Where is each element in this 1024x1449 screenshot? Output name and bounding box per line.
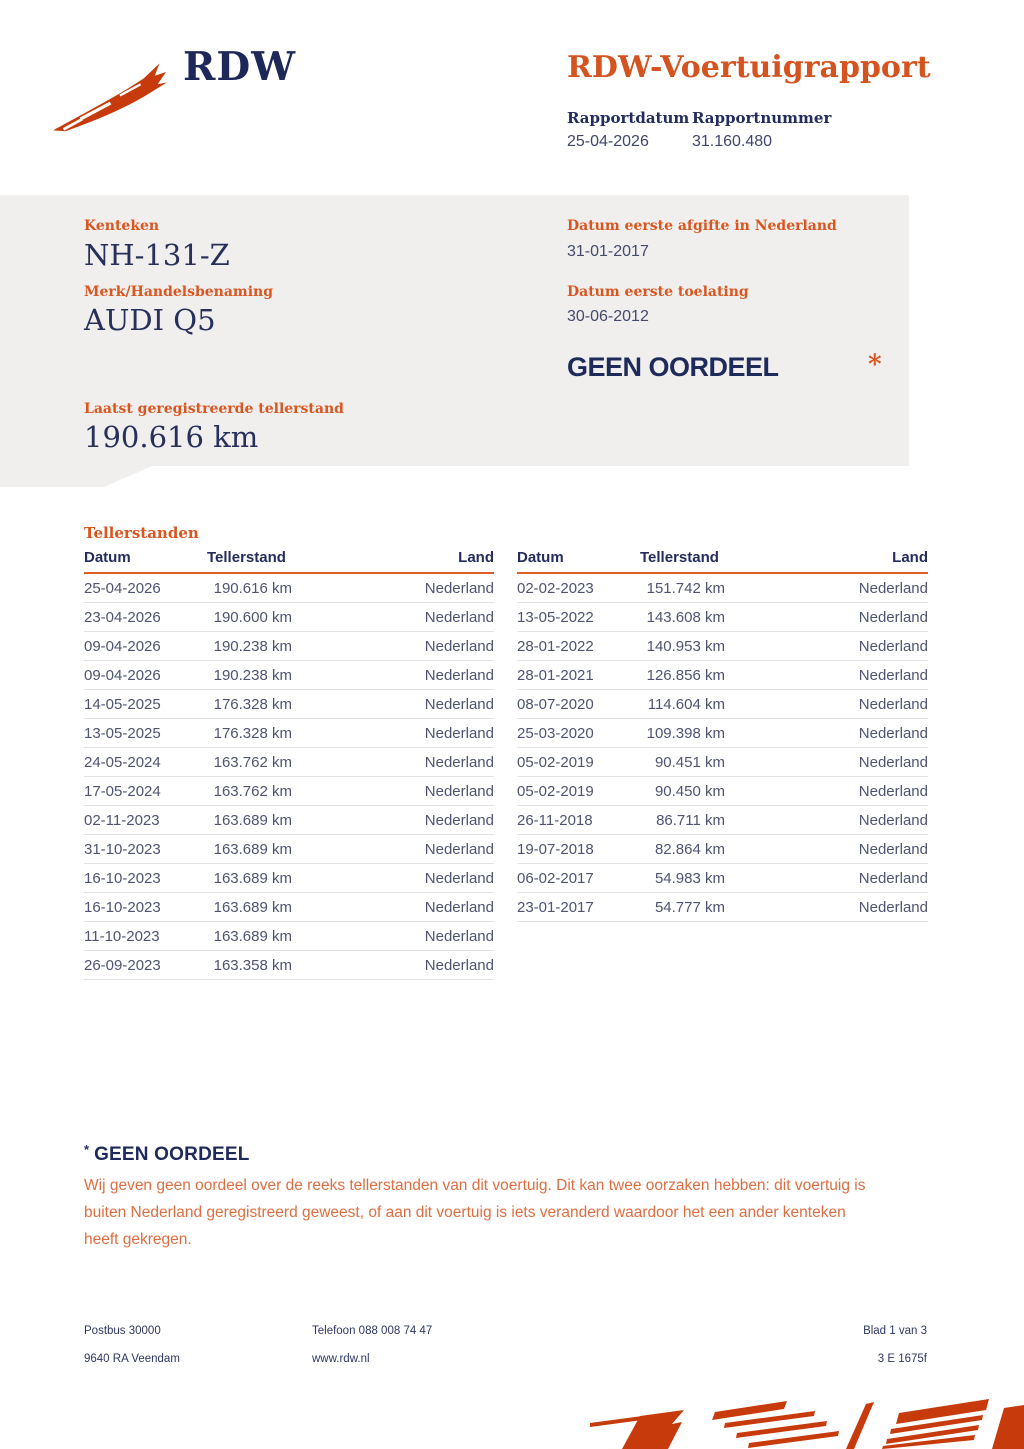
row-km: 163.689 km (213, 869, 292, 887)
row-land: Nederland (424, 637, 494, 655)
row-date: 08-07-2020 (517, 695, 594, 713)
table-body (517, 574, 928, 922)
row-km: 163.689 km (213, 898, 292, 916)
row-km: 143.608 km (646, 608, 725, 626)
row-km: 190.238 km (213, 637, 292, 655)
row-date: 09-04-2026 (84, 637, 161, 655)
footer-address-line1: Postbus 30000 (84, 1325, 161, 1337)
merk-value: AUDI Q5 (84, 303, 216, 337)
row-land: Nederland (424, 927, 494, 945)
row-km: 86.711 km (656, 811, 725, 829)
row-date: 16-10-2023 (84, 869, 161, 887)
row-land: Nederland (424, 753, 494, 771)
row-km: 54.777 km (654, 898, 725, 916)
table-row (84, 574, 494, 603)
table-row (84, 922, 494, 951)
verdict-text: GEEN OORDEEL (567, 352, 779, 382)
table-row (84, 603, 494, 632)
table-row (84, 806, 494, 835)
footer-address-line2: 9640 RA Veendam (84, 1353, 180, 1365)
row-km: 163.689 km (213, 811, 292, 829)
kenteken-label: Kenteken (84, 218, 160, 234)
row-km: 140.953 km (646, 637, 725, 655)
row-land: Nederland (858, 898, 928, 916)
table-row (517, 748, 928, 777)
row-date: 14-05-2025 (84, 695, 161, 713)
row-km: 163.762 km (213, 753, 292, 771)
column-header-tellerstand: Tellerstand (640, 549, 719, 566)
rdw-feather-logo-icon (50, 56, 172, 136)
row-date: 06-02-2017 (517, 869, 594, 887)
row-land: Nederland (424, 579, 494, 597)
row-land: Nederland (858, 695, 928, 713)
table-row (84, 864, 494, 893)
row-date: 31-10-2023 (84, 840, 161, 858)
page-title: RDW-Voertuigrapport (567, 50, 931, 85)
tellerstand-value: 190.616 km (84, 420, 259, 454)
row-date: 16-10-2023 (84, 898, 161, 916)
row-land: Nederland (424, 666, 494, 684)
table-row (84, 951, 494, 980)
row-date: 13-05-2022 (517, 608, 594, 626)
column-header-tellerstand: Tellerstand (207, 549, 286, 566)
table-row (517, 893, 928, 922)
table-row (84, 777, 494, 806)
row-land: Nederland (858, 811, 928, 829)
table-row (517, 806, 928, 835)
table-row (84, 893, 494, 922)
row-km: 176.328 km (213, 695, 292, 713)
column-header-datum: Datum (84, 549, 131, 566)
row-land: Nederland (858, 579, 928, 597)
row-date: 02-02-2023 (517, 579, 594, 597)
row-km: 90.451 km (654, 753, 725, 771)
row-date: 09-04-2026 (84, 666, 161, 684)
row-land: Nederland (424, 782, 494, 800)
row-land: Nederland (424, 608, 494, 626)
row-land: Nederland (858, 637, 928, 655)
row-km: 163.762 km (213, 782, 292, 800)
row-km: 114.604 km (647, 695, 725, 713)
footnote-paragraph: Wij geven geen oordeel over de reeks tellerstanden van dit voertuig. Dit kan twee oorzaken hebben: dit voertuig is buiten Nederland geregistreerd geweest, of aan dit voertuig is iets veranderd waardoor het een ander kenteken heeft gekregen. (84, 1177, 866, 1248)
row-km: 163.689 km (213, 927, 292, 945)
row-km: 126.856 km (646, 666, 725, 684)
row-land: Nederland (424, 724, 494, 742)
tellerstanden-section-title: Tellerstanden (84, 524, 199, 542)
toelating-value: 30-06-2012 (567, 308, 649, 325)
table-row (84, 661, 494, 690)
table-body (84, 574, 494, 980)
row-date: 25-03-2020 (517, 724, 594, 742)
row-km: 90.450 km (654, 782, 725, 800)
row-date: 23-04-2026 (84, 608, 161, 626)
row-km: 163.689 km (213, 840, 292, 858)
table-header-row (517, 546, 928, 574)
column-header-datum: Datum (517, 549, 564, 566)
row-km: 109.398 km (646, 724, 725, 742)
table-row (84, 632, 494, 661)
rdw-logo-text: RDW (183, 44, 297, 90)
row-km: 82.864 km (654, 840, 725, 858)
row-land: Nederland (424, 811, 494, 829)
tellerstanden-table-left (84, 546, 494, 980)
row-km: 190.238 km (213, 666, 292, 684)
row-date: 26-11-2018 (517, 811, 593, 829)
footnote-heading (84, 1142, 250, 1166)
kenteken-value: NH-131-Z (84, 238, 230, 272)
row-date: 28-01-2022 (517, 637, 594, 655)
report-date-label: Rapportdatum (567, 109, 690, 127)
table-row (84, 748, 494, 777)
row-land: Nederland (424, 956, 494, 974)
row-date: 24-05-2024 (84, 753, 161, 771)
row-land: Nederland (858, 724, 928, 742)
table-row (517, 835, 928, 864)
row-date: 28-01-2021 (517, 666, 594, 684)
row-date: 23-01-2017 (517, 898, 594, 916)
row-date: 02-11-2023 (84, 811, 160, 829)
afgifte-label: Datum eerste afgifte in Nederland (567, 218, 837, 234)
row-date: 26-09-2023 (84, 956, 161, 974)
footer-website: www.rdw.nl (312, 1353, 370, 1365)
tellerstand-label: Laatst geregistreerde tellerstand (84, 401, 344, 417)
verdict-asterisk: * (868, 350, 882, 380)
row-km: 54.983 km (654, 869, 725, 887)
tellerstanden-table-right (517, 546, 928, 922)
table-row (517, 719, 928, 748)
row-km: 190.600 km (213, 608, 292, 626)
row-date: 05-02-2019 (517, 753, 594, 771)
row-km: 151.742 km (646, 579, 725, 597)
afgifte-value: 31-01-2017 (567, 243, 649, 260)
table-row (517, 690, 928, 719)
toelating-label: Datum eerste toelating (567, 284, 749, 300)
row-land: Nederland (858, 608, 928, 626)
table-row (517, 661, 928, 690)
row-land: Nederland (424, 869, 494, 887)
row-km: 163.358 km (213, 956, 292, 974)
table-row (84, 690, 494, 719)
row-km: 190.616 km (213, 579, 292, 597)
row-land: Nederland (858, 782, 928, 800)
report-date-value: 25-04-2026 (567, 133, 649, 150)
table-header-row (84, 546, 494, 574)
table-row (517, 603, 928, 632)
row-land: Nederland (858, 869, 928, 887)
row-land: Nederland (858, 753, 928, 771)
row-land: Nederland (858, 840, 928, 858)
report-number-label: Rapportnummer (692, 109, 832, 127)
table-row (84, 719, 494, 748)
column-header-land: Land (458, 549, 494, 566)
merk-label: Merk/Handelsbenaming (84, 284, 274, 300)
row-date: 17-05-2024 (84, 782, 161, 800)
footnote-asterisk: * (84, 1142, 90, 1157)
row-km: 176.328 km (213, 724, 292, 742)
footer-phone: Telefoon 088 008 74 47 (312, 1325, 433, 1337)
table-row (517, 574, 928, 603)
row-date: 25-04-2026 (84, 579, 161, 597)
table-row (84, 835, 494, 864)
footer-form-code: 3 E 1675f (877, 1353, 927, 1365)
rdw-speed-stripes-graphic (584, 1390, 1024, 1449)
report-number-value: 31.160.480 (692, 133, 773, 150)
footer-page-number: Blad 1 van 3 (863, 1325, 927, 1337)
table-row (517, 864, 928, 893)
row-date: 11-10-2023 (84, 927, 160, 945)
row-date: 05-02-2019 (517, 782, 594, 800)
row-land: Nederland (424, 695, 494, 713)
table-row (517, 632, 928, 661)
row-land: Nederland (424, 840, 494, 858)
row-land: Nederland (858, 666, 928, 684)
row-date: 13-05-2025 (84, 724, 161, 742)
row-date: 19-07-2018 (517, 840, 594, 858)
column-header-land: Land (892, 549, 928, 566)
table-row (517, 777, 928, 806)
row-land: Nederland (424, 898, 494, 916)
footnote-title: GEEN OORDEEL (94, 1144, 250, 1165)
